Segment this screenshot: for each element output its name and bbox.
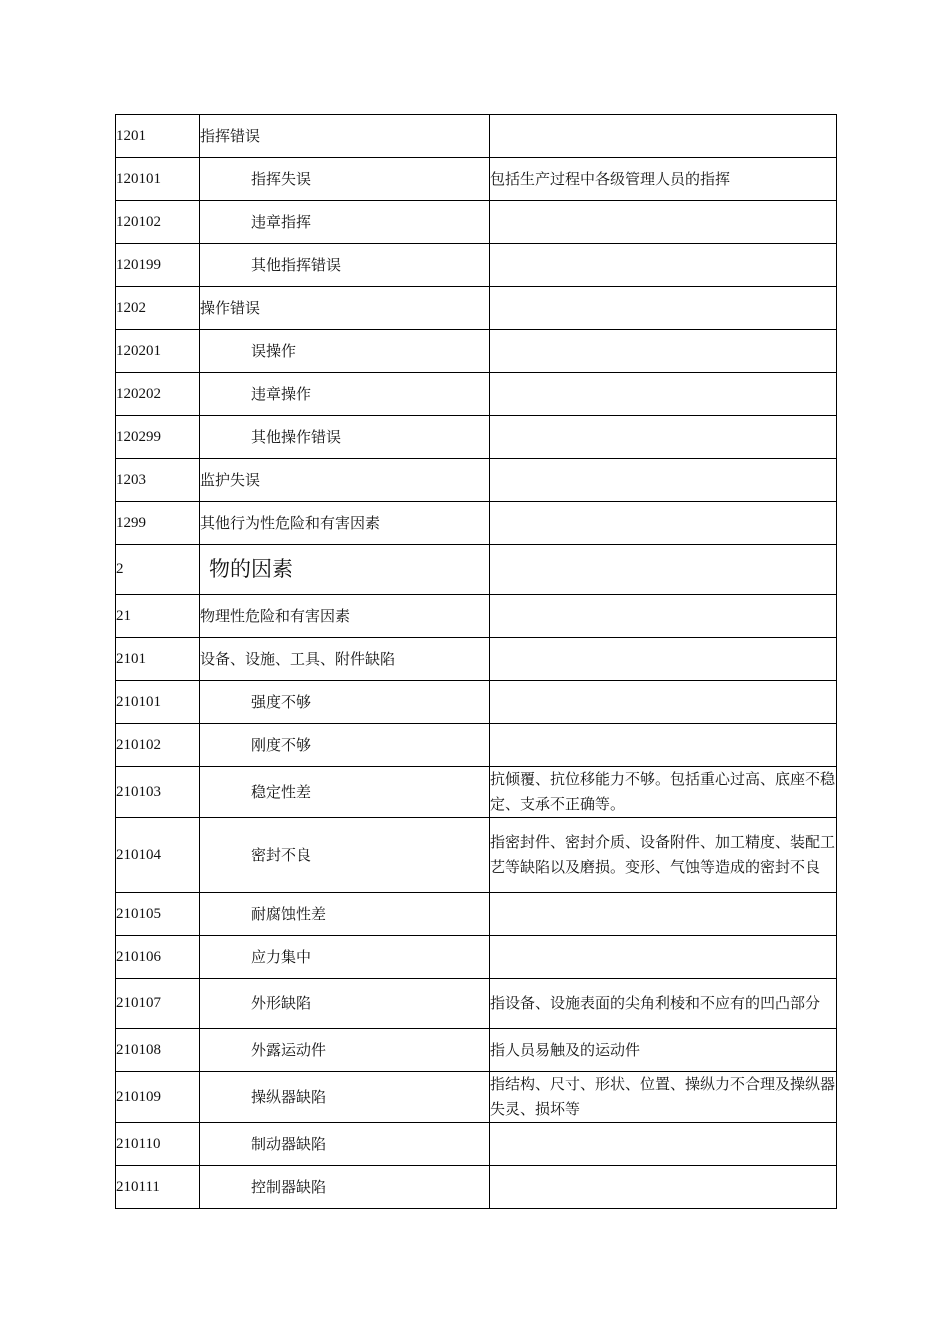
name-cell: 其他操作错误 <box>200 416 490 459</box>
description-cell <box>490 502 837 545</box>
table-row <box>116 545 837 595</box>
description-cell <box>490 459 837 502</box>
code-cell: 120101 <box>116 158 200 201</box>
name-cell: 其他行为性危险和有害因素 <box>200 502 490 545</box>
table-row <box>116 287 837 330</box>
description-cell <box>490 681 837 724</box>
name-cell: 密封不良 <box>200 818 490 893</box>
name-cell: 其他指挥错误 <box>200 244 490 287</box>
description-cell <box>490 724 837 767</box>
name-cell: 指挥错误 <box>200 115 490 158</box>
table-row <box>116 201 837 244</box>
table-row <box>116 1166 837 1209</box>
code-cell: 120299 <box>116 416 200 459</box>
description-cell: 指人员易触及的运动件 <box>490 1029 837 1072</box>
code-cell: 1299 <box>116 502 200 545</box>
description-cell: 抗倾覆、抗位移能力不够。包括重心过高、底座不稳定、支承不正确等。 <box>490 767 837 818</box>
code-cell: 210102 <box>116 724 200 767</box>
name-cell: 稳定性差 <box>200 767 490 818</box>
code-cell: 120199 <box>116 244 200 287</box>
table-row <box>116 115 837 158</box>
name-cell: 违章操作 <box>200 373 490 416</box>
name-cell: 外露运动件 <box>200 1029 490 1072</box>
code-cell: 1201 <box>116 115 200 158</box>
table-row <box>116 767 837 818</box>
name-cell: 外形缺陷 <box>200 979 490 1029</box>
name-cell: 指挥失误 <box>200 158 490 201</box>
description-cell <box>490 244 837 287</box>
description-cell <box>490 373 837 416</box>
description-cell <box>490 115 837 158</box>
description-cell <box>490 416 837 459</box>
code-cell: 1203 <box>116 459 200 502</box>
name-cell: 物的因素 <box>200 545 490 595</box>
name-cell: 制动器缺陷 <box>200 1123 490 1166</box>
table-row <box>116 416 837 459</box>
code-cell: 210110 <box>116 1123 200 1166</box>
description-cell <box>490 201 837 244</box>
name-cell: 强度不够 <box>200 681 490 724</box>
code-cell: 120201 <box>116 330 200 373</box>
description-cell: 指结构、尺寸、形状、位置、操纵力不合理及操纵器失灵、损坏等 <box>490 1072 837 1123</box>
name-cell: 操作错误 <box>200 287 490 330</box>
code-cell: 210106 <box>116 936 200 979</box>
table-row <box>116 979 837 1029</box>
name-cell: 误操作 <box>200 330 490 373</box>
name-cell: 物理性危险和有害因素 <box>200 595 490 638</box>
table-row <box>116 373 837 416</box>
code-cell: 210108 <box>116 1029 200 1072</box>
name-cell: 违章指挥 <box>200 201 490 244</box>
description-cell <box>490 893 837 936</box>
code-cell: 210107 <box>116 979 200 1029</box>
description-cell <box>490 936 837 979</box>
code-cell: 210103 <box>116 767 200 818</box>
code-cell: 210101 <box>116 681 200 724</box>
name-cell: 刚度不够 <box>200 724 490 767</box>
description-cell <box>490 545 837 595</box>
table-row <box>116 1029 837 1072</box>
table-row <box>116 681 837 724</box>
table-row <box>116 1072 837 1123</box>
code-cell: 120202 <box>116 373 200 416</box>
description-cell: 指设备、设施表面的尖角利棱和不应有的凹凸部分 <box>490 979 837 1029</box>
table-row <box>116 818 837 893</box>
table-row <box>116 330 837 373</box>
code-cell: 2 <box>116 545 200 595</box>
table-row <box>116 893 837 936</box>
table-row <box>116 1123 837 1166</box>
name-cell: 应力集中 <box>200 936 490 979</box>
code-cell: 210111 <box>116 1166 200 1209</box>
table-row <box>116 244 837 287</box>
table-row <box>116 595 837 638</box>
description-cell <box>490 1123 837 1166</box>
description-cell <box>490 330 837 373</box>
description-cell: 包括生产过程中各级管理人员的指挥 <box>490 158 837 201</box>
table-row <box>116 502 837 545</box>
table-row <box>116 936 837 979</box>
name-cell: 操纵器缺陷 <box>200 1072 490 1123</box>
table-row <box>116 158 837 201</box>
code-cell: 2101 <box>116 638 200 681</box>
code-cell: 1202 <box>116 287 200 330</box>
code-cell: 210105 <box>116 893 200 936</box>
table-row <box>116 459 837 502</box>
description-cell <box>490 287 837 330</box>
description-cell <box>490 595 837 638</box>
name-cell: 控制器缺陷 <box>200 1166 490 1209</box>
code-cell: 210109 <box>116 1072 200 1123</box>
code-cell: 210104 <box>116 818 200 893</box>
description-cell: 指密封件、密封介质、设备附件、加工精度、装配工艺等缺陷以及磨损。变形、气蚀等造成的密封不良 <box>490 818 837 893</box>
table-row <box>116 638 837 681</box>
code-cell: 120102 <box>116 201 200 244</box>
name-cell: 监护失误 <box>200 459 490 502</box>
code-cell: 21 <box>116 595 200 638</box>
description-cell <box>490 1166 837 1209</box>
name-cell: 耐腐蚀性差 <box>200 893 490 936</box>
name-cell: 设备、设施、工具、附件缺陷 <box>200 638 490 681</box>
description-cell <box>490 638 837 681</box>
table-row <box>116 724 837 767</box>
hazard-classification-table <box>115 114 837 1209</box>
